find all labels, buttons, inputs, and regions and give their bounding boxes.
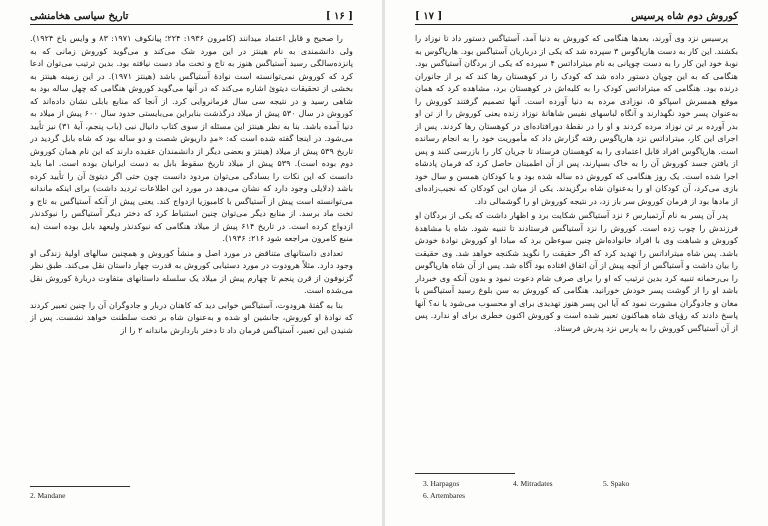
footnote-spako: 5. Spako [603,479,630,488]
left-page-number: [ ۱۶ ] [325,10,353,22]
right-paragraph-2: پدر آن پسر به نام آرتمبارس ۶ نزد آستیاگس شکایت برد و اظهار داشت که یکی از بردگان او فرزندش را چوب زده است. کوروش را نزد آستیاگس فرستادند تا تنبیه شود. شاه با مشاهدهٔ کوروش و شباهت وی با افراد خانواده‌اش چنین سوءظن برد که مبادا او کوروش نوادهٔ خودش باشد. پس شاه میتراداتس را تهدید کرد که اگر حقیقت را نگوید شکنجه خواهد شد. وی حقیقت را بیان داشت و آستیاگس از آنچه پیش از آن اتفاق افتاده بود آگاه شد. پس از آن شاه هارپاگوس را بی‌رحمانه تنبیه کرد بدین ترتیب که او را برای صرف شام دعوت نمود و بدون آنکه وی خبردار باشد او را از گوشت پسر خودش خورانید. هنگامی که کوروش به سن بلوغ رسید آستیاگس با مغان و جادوگران مشورت نمود که آیا این پسر هنوز تهدیدی برای او محسوب می‌شود یا نه؟ آنها پاسخ دادند که رؤیای شاه هماکنون تعبیر شده است و کوروش اکنون خطری برای او ندارد. پس از آن آستیاگس کوروش را به پارس نزد پدرش فرستاد. [415,210,738,333]
right-page-header [415,8,738,25]
right-footnote-rule [415,473,515,474]
footnote-harpagos: 3. Harpagos [423,479,460,488]
left-page-header [30,8,353,25]
left-paragraph-2: تعدادی داستانهای متناقض در مورد اصل و منشأ کوروش و همچنین سالهای اولیهٔ زندگی او وجود دارد. مثلاً هرودوت در مورد دستیابی کوروش به قدرت چهار داستان نقل می‌کند. طبق نظر گزنوفون از قرن پنجم تا چهارم پیش از میلاد یک سلسله داستانهای متفاوت دربارهٔ کوروش نقل می‌شده است. [30,247,353,295]
right-page-number: [ ۱۷ ] [415,10,443,22]
footnote-mitradates: 4. Mitradates [513,479,553,488]
right-running-title: کوروش دوم شاه پرسیس [631,10,738,22]
left-footnotes [30,491,65,500]
right-body-text [415,32,738,464]
right-paragraph-1: پرسیس نزد وی آورند، بعدها هنگامی که کوروش به دنیا آمد، آستیاگس دستور داد تا نوزاد را بکشند. این کار به دست هارپاگوس ۳ سپرده شد که یکی از درباریان آستیاگس بود. هارپاگوس به نوبهٔ خود این کار را به دست چوپانی به نام میتراداتس ۴ سپرده که یکی از بردگان آستیاگس بود. هنگامی که به این چوپان دستور داده شد که کودک را در کوهستان رها کند که بر از جانوران درنده بود. هنگامی که میتراداتس کودک را به کلبه‌اش در کوهستان برد، مشاهده کرد که همان موقع همسرش اسپاکو ۵، نوزادی مرده به دنیا آورده است. آنها تصمیم گرفتند کوروش را به‌عنوان پسر خود نگهدارند و آنگاه لباسهای نفیس شاهانهٔ نوزاد زنده یعنی کوروش را از تن او بدر آورده بر تن نوزاد مرده کردند و او را در نقطهٔ دورافتاده‌ای در کوهستان رها کردند. پس از اجرای این کار، میتراداتس نزد هارپاگوس رفته گزارش داد که مأموریت خود را به انجام رسانده است. هارپاگوس افراد قابل اعتمادی را به کوهستان فرستاد تا جریان کار را بازرسی کنند و پس از یافتن جسد کوروش آن را به خاک بسپارند، پس از آن اطمینان حاصل کرد که فرمان پادشاه اجرا شده است. یک روز هنگامی که کوروش ده ساله شده بود و با کودکان همسن و سال خود بازی می‌کرد، آن کودکان او را به‌عنوان شاه برگزیدند. یکی از میان این کودکان که نجیب‌زاده‌ای از مادها بود از فرمان کوروش سر باز زد، در نتیجه کوروش او را گوشمالی داد. [415,33,738,206]
right-page [385,0,768,526]
left-footnote-rule [30,486,130,487]
footnote-artembares: 6. Artembares [423,491,466,500]
right-footnotes [423,479,693,500]
left-paragraph-1: را صحیح و قابل اعتماد میدانند (کامرون ۱۹۳۶: ۲۲۴؛ پیانکوف ۱۹۷۱: ۸۳ و وایس باخ ۱۹۲۴). ولی دانشمندی به نام هینتز در این مورد شک می‌کند و می‌گوید کوروش زمانی که به پانزده‌سالگی رسید آستیاگس هنوز به تاج و تخت ماد دست نیافته بود. بدین ترتیب می‌توان ادعا کرد که کوروش نمی‌توانسته است نوادهٔ آستیاگس باشد (هینتز ۱۹۷۱). در این زمینه هینتز به بخشی از تحقیقات دیتوئ اشاره می‌کند که در آنها می‌گوید کوروش هنگامی که چهل ساله بود به شاهی رسید و در نتیجه سی سال فرمانروایی کرد. از آنجا که منابع بابلی نشان داده‌اند که کوروش در سال ۵۳۰ پیش از میلاد درگذشت بنابراین می‌بایستی حدود سال ۶۰۰ پیش از میلاد به دنیا آمده باشد. بنا به نظر هینتز این مسئله از سوی کتاب دانیال نبی (باب پنجم، آیهٔ ۳۱) نیز تأیید می‌شود. در اینجا گفته شده است که: «مدِ داریوش شصت و دو ساله بود که شاه بابل گردید در تاریخ ۵۳۹ پیش از میلاد (هینتز و بعضی دیگر از دانشمندان عقیده دارند که این نام همان کوروش دوم بوده است). ۵۳۹ پیش از میلاد تاریخ سقوط بابل به دست ایرانیان بوده است. اما باید دانست که این نکات را بسادگی می‌توان مردود دانست چون حتی اگر دیتوئ آن را تأیید کرده باشد (دلایلی وجود دارد که نشان می‌دهد در مورد این اطلاعات تردید داشت) برای اینکه ماندانه می‌توانسته است پیش از آستیاگس با کامبوزیا ازدواج کند. یعنی پیش از آنکه آستیاگس به تاج و تخت ماد برسد. از منابع دیگر می‌توان چنین استنباط کرد که دختر دیگر آستیاگس را نبوکدنذر ازدواج کرده است. در تاریخ ۶۱۴ پیش از میلاد هنگامی که نبوکدنذر ولیعهد بابل بوده است (به منبع کامرون مراجعه شود ۲۱۶: ۱۹۳۶). [30,33,353,243]
left-page [0,0,383,526]
left-running-title: تاریخ سیاسی هخامنشی [30,10,129,22]
left-body-text [30,32,353,477]
left-paragraph-3: بنا به گفتهٔ هرودوت، آستیاگس خوابی دید که کاهنان دربار و جادوگران آن را چنین تعبیر کردند که نوادهٔ او کوروش، جانشین او شده و به‌عنوان شاه بر تخت سلطنت خواهد نشست. پس از شنیدن این تعبیر، آستیاگس فرمان داد تا دختر باردارش ماندانه ۲ را از [30,299,353,335]
footnote-mandane: 2. Mandane [30,491,66,500]
